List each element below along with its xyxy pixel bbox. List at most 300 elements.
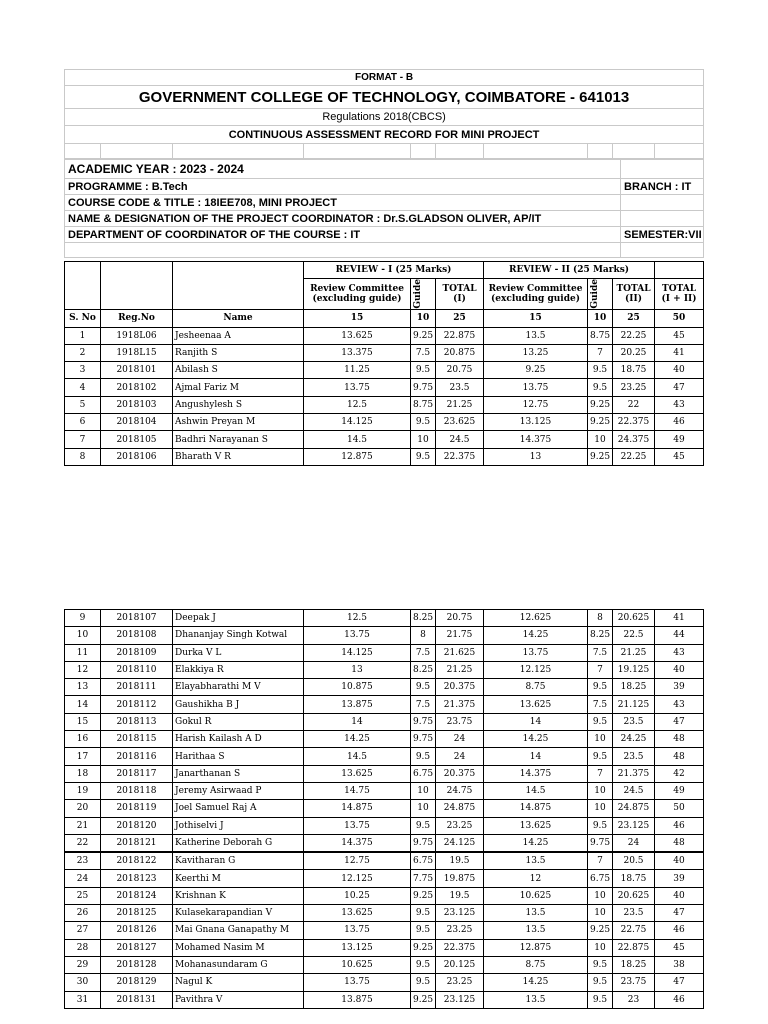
table-cell: 22.5 [613, 627, 655, 644]
table-cell: 7.5 [588, 644, 613, 661]
table-cell: 9.5 [588, 713, 613, 730]
table-cell: Joel Samuel Raj A [173, 800, 304, 817]
table-cell: 24.5 [613, 782, 655, 799]
table-cell: 44 [655, 627, 704, 644]
table-cell: 23.625 [436, 414, 484, 431]
table-cell: 10 [588, 731, 613, 748]
table-row [65, 991, 704, 1008]
table-cell: 24.375 [613, 431, 655, 448]
table-cell: Kulasekarapandian V [173, 905, 304, 922]
table-cell: 21.25 [613, 644, 655, 661]
table-cell: 24.25 [613, 731, 655, 748]
table-cell: 48 [655, 731, 704, 748]
table-cell: 4 [65, 379, 101, 396]
table-cell: 2018122 [101, 852, 173, 870]
table-cell: 13.5 [484, 327, 588, 344]
table-cell: 7.5 [411, 644, 436, 661]
table-cell: 14 [484, 713, 588, 730]
table-cell: 2018112 [101, 696, 173, 713]
table-cell: Durka V L [173, 644, 304, 661]
table-row [65, 431, 704, 448]
table-cell: 42 [655, 765, 704, 782]
table-cell: 13.125 [484, 414, 588, 431]
table-cell: 14.375 [484, 765, 588, 782]
table-cell: 10 [65, 627, 101, 644]
table-cell: 15 [65, 713, 101, 730]
table-cell: 2018104 [101, 414, 173, 431]
table-cell: 47 [655, 379, 704, 396]
table-cell: 23.5 [436, 379, 484, 396]
table-cell: 10.875 [304, 679, 411, 696]
table-cell: 23 [613, 991, 655, 1008]
table-cell: 2018127 [101, 939, 173, 956]
table-cell: 23.25 [436, 922, 484, 939]
table-cell: 19.5 [436, 852, 484, 870]
table-cell: 9.5 [411, 448, 436, 465]
table-cell: 24.5 [436, 431, 484, 448]
table-cell: 9.5 [588, 991, 613, 1008]
table-cell: 9.5 [411, 679, 436, 696]
table-cell: 47 [655, 974, 704, 991]
table-cell: 43 [655, 644, 704, 661]
table-row [65, 939, 704, 956]
table-cell: 50 [655, 800, 704, 817]
table-cell: 13.25 [484, 344, 588, 361]
table-cell: 19.875 [436, 870, 484, 887]
table-cell: 2018131 [101, 991, 173, 1008]
max-marks: 50 [655, 310, 704, 327]
table-cell: 9.75 [411, 713, 436, 730]
table-cell: 14 [304, 713, 411, 730]
table-cell: 2018107 [101, 610, 173, 627]
table-cell: 13.75 [304, 379, 411, 396]
table-cell: Krishnan K [173, 887, 304, 904]
table-cell: 9.5 [411, 748, 436, 765]
table-cell: 2018126 [101, 922, 173, 939]
table-row [65, 679, 704, 696]
table-cell: 10 [411, 431, 436, 448]
table-cell: 20.625 [613, 610, 655, 627]
table-cell: 13 [304, 661, 411, 678]
table-cell: 22.25 [613, 448, 655, 465]
table-cell: 9.5 [411, 922, 436, 939]
table-cell: 8.25 [411, 610, 436, 627]
header-block [64, 69, 703, 258]
table-cell: 9.75 [411, 379, 436, 396]
table-row [65, 362, 704, 379]
table-cell: 2018120 [101, 817, 173, 834]
table-cell: 2 [65, 344, 101, 361]
table-cell: 2018105 [101, 431, 173, 448]
programme: PROGRAMME : B.Tech [65, 179, 621, 195]
table-cell: 14.5 [304, 748, 411, 765]
table-cell: 14.25 [484, 834, 588, 852]
table-cell: 13.625 [304, 327, 411, 344]
table-cell: 9.5 [588, 748, 613, 765]
table-cell: 10 [411, 800, 436, 817]
table-cell: 2018129 [101, 974, 173, 991]
table-cell: 5 [65, 396, 101, 413]
table-row [65, 852, 704, 870]
table-row [65, 327, 704, 344]
table-cell: Abilash S [173, 362, 304, 379]
table-cell: 9.25 [411, 939, 436, 956]
table-cell: 12.75 [484, 396, 588, 413]
table-cell: 8 [65, 448, 101, 465]
name-header: Name [173, 310, 304, 327]
table-cell: Bharath V R [173, 448, 304, 465]
table-cell: 24 [436, 748, 484, 765]
table-cell: 2018118 [101, 782, 173, 799]
table-cell: 12 [65, 661, 101, 678]
table-cell: 13.625 [484, 817, 588, 834]
table-cell: 14.5 [484, 782, 588, 799]
table-cell: 19 [65, 782, 101, 799]
table-cell: 1 [65, 327, 101, 344]
table-cell: 46 [655, 991, 704, 1008]
branch: BRANCH : IT [621, 179, 704, 195]
review1-guide-header: Guide [413, 279, 423, 310]
table-cell: 7 [588, 661, 613, 678]
table-cell: 18 [65, 765, 101, 782]
table-cell: 7.5 [588, 696, 613, 713]
table-cell: Dhananjay Singh Kotwal [173, 627, 304, 644]
table-cell: 23.5 [613, 905, 655, 922]
table-cell: 20.75 [436, 610, 484, 627]
table-cell: 48 [655, 834, 704, 852]
table-cell: 7 [65, 431, 101, 448]
table-cell: 9.75 [411, 731, 436, 748]
table-cell: Jesheenaa A [173, 327, 304, 344]
table-cell: 18.25 [613, 956, 655, 973]
table-cell: 2018123 [101, 870, 173, 887]
total1-header: TOTAL (I) [436, 279, 484, 310]
table-cell: 14.125 [304, 414, 411, 431]
table-row [65, 800, 704, 817]
table-cell: 2018113 [101, 713, 173, 730]
table-cell: 39 [655, 679, 704, 696]
table-cell: 10 [588, 939, 613, 956]
table-cell: 12.125 [304, 870, 411, 887]
table-cell: 31 [65, 991, 101, 1008]
table-cell: 13.5 [484, 922, 588, 939]
table-cell: 21.25 [436, 661, 484, 678]
table-cell: 8.25 [588, 627, 613, 644]
table-cell: 14.125 [304, 644, 411, 661]
table-cell: 22.375 [436, 448, 484, 465]
table-cell: 6.75 [411, 765, 436, 782]
table-cell: 12.625 [484, 610, 588, 627]
table-cell: 9.25 [411, 991, 436, 1008]
table-cell: 23.125 [613, 817, 655, 834]
table-cell: 14 [65, 696, 101, 713]
table-cell: 9.5 [588, 362, 613, 379]
table-cell: 23.5 [613, 713, 655, 730]
table-cell: 1918L06 [101, 327, 173, 344]
table-cell: 24.125 [436, 834, 484, 852]
table-cell: 24.75 [436, 782, 484, 799]
table-cell: 29 [65, 956, 101, 973]
table-cell: 14.25 [484, 731, 588, 748]
table-cell: 11 [65, 644, 101, 661]
table-cell: 10.625 [304, 956, 411, 973]
table-cell: 21.625 [436, 644, 484, 661]
table-cell: 24 [613, 834, 655, 852]
table-cell: 47 [655, 905, 704, 922]
table-cell: 46 [655, 817, 704, 834]
table-cell: 9.5 [588, 679, 613, 696]
table-cell: 19.125 [613, 661, 655, 678]
total-all-header: TOTAL (I + II) [655, 279, 704, 310]
table-cell: 2018115 [101, 731, 173, 748]
table-cell: Janarthanan S [173, 765, 304, 782]
table-cell: 9.25 [588, 448, 613, 465]
table-cell: 6.75 [588, 870, 613, 887]
table-cell: 7.5 [411, 696, 436, 713]
table-cell: 9.5 [588, 379, 613, 396]
table-cell: 9.25 [411, 887, 436, 904]
table-cell: 20.5 [613, 852, 655, 870]
table-row [65, 731, 704, 748]
table-cell: 48 [655, 748, 704, 765]
table-cell: 2018108 [101, 627, 173, 644]
table-cell: 13.75 [304, 627, 411, 644]
table-cell: 12.5 [304, 610, 411, 627]
table-cell: Katherine Deborah G [173, 834, 304, 852]
table-cell: 23.125 [436, 905, 484, 922]
table-cell: 2018128 [101, 956, 173, 973]
review2-guide-header: Guide [590, 279, 601, 310]
table-row [65, 887, 704, 904]
table-cell: 23.75 [613, 974, 655, 991]
table-cell: 24 [65, 870, 101, 887]
table-cell: 43 [655, 396, 704, 413]
table-row [65, 782, 704, 799]
table-cell: 13.75 [484, 379, 588, 396]
table-cell: Keerthi M [173, 870, 304, 887]
table-cell: 9.5 [411, 362, 436, 379]
table-cell: 26 [65, 905, 101, 922]
table-cell: 27 [65, 922, 101, 939]
table-row [65, 956, 704, 973]
table-cell: 2018101 [101, 362, 173, 379]
table-cell: 10 [588, 782, 613, 799]
table-row [65, 379, 704, 396]
table-cell: 13.875 [304, 696, 411, 713]
table-cell: 2018124 [101, 887, 173, 904]
table-cell: 21.75 [436, 627, 484, 644]
table-cell: 13.625 [304, 765, 411, 782]
table-row [65, 817, 704, 834]
table-row [65, 627, 704, 644]
table-cell: 2018125 [101, 905, 173, 922]
table-cell: 2018110 [101, 661, 173, 678]
table-cell: 6.75 [411, 852, 436, 870]
table-cell: 9.5 [588, 974, 613, 991]
table-cell: 2018102 [101, 379, 173, 396]
department: DEPARTMENT OF COORDINATOR OF THE COURSE : IT [65, 227, 621, 243]
table-cell: 12.875 [484, 939, 588, 956]
college-name: GOVERNMENT COLLEGE OF TECHNOLOGY, COIMBATORE - 641013 [65, 86, 704, 109]
table-cell: 20.75 [436, 362, 484, 379]
table-cell: 10.625 [484, 887, 588, 904]
table-cell: Angushylesh S [173, 396, 304, 413]
table-cell: 28 [65, 939, 101, 956]
table-cell: 49 [655, 782, 704, 799]
table-cell: Deepak J [173, 610, 304, 627]
table-cell: 9.5 [588, 956, 613, 973]
table-cell: 21.375 [613, 765, 655, 782]
table-cell: 22 [65, 834, 101, 852]
table-cell: 10 [588, 905, 613, 922]
table-cell: 13.875 [304, 991, 411, 1008]
table-cell: 14.25 [484, 974, 588, 991]
table-cell: Jeremy Asirwaad P [173, 782, 304, 799]
table-cell: 9.25 [484, 362, 588, 379]
table-cell: 9.5 [411, 905, 436, 922]
table-cell: 2018111 [101, 679, 173, 696]
table-cell: 7.5 [411, 344, 436, 361]
table-cell: 22.375 [436, 939, 484, 956]
table-cell: 47 [655, 713, 704, 730]
project-coordinator: NAME & DESIGNATION OF THE PROJECT COORDINATOR : Dr.S.GLADSON OLIVER, AP/IT [65, 211, 621, 227]
table-cell: 13.625 [304, 905, 411, 922]
review2-committee-header: Review Committee (excluding guide) [484, 279, 588, 310]
table-row [65, 414, 704, 431]
table-cell: 18.25 [613, 679, 655, 696]
table-cell: Ranjith S [173, 344, 304, 361]
table-row [65, 344, 704, 361]
table-cell: 9.75 [588, 834, 613, 852]
table-row [65, 834, 704, 852]
table-cell: 1918L15 [101, 344, 173, 361]
table-cell: 14.375 [484, 431, 588, 448]
table-cell: Mai Gnana Ganapathy M [173, 922, 304, 939]
table-cell: 23.75 [436, 713, 484, 730]
table-cell: 8 [588, 610, 613, 627]
table-cell: 22.875 [613, 939, 655, 956]
table-cell: 6 [65, 414, 101, 431]
table-row [65, 610, 704, 627]
table-cell: 14 [484, 748, 588, 765]
table-cell: Harithaa S [173, 748, 304, 765]
table-cell: 12.875 [304, 448, 411, 465]
table-cell: 7 [588, 765, 613, 782]
review1-committee-header: Review Committee (excluding guide) [304, 279, 411, 310]
table-row [65, 696, 704, 713]
table-cell: 9.5 [588, 817, 613, 834]
table-cell: 43 [655, 696, 704, 713]
table-row [65, 448, 704, 465]
table-cell: 14.25 [484, 627, 588, 644]
table-cell: 8.75 [588, 327, 613, 344]
table-cell: Mohamed Nasim M [173, 939, 304, 956]
max-marks: 15 [304, 310, 411, 327]
table-cell: 2018117 [101, 765, 173, 782]
table-cell: 20.875 [436, 344, 484, 361]
academic-year: ACADEMIC YEAR : 2023 - 2024 [65, 160, 621, 179]
table-cell: 22.75 [613, 922, 655, 939]
table-cell: 9.25 [588, 414, 613, 431]
table-cell: Badhri Narayanan S [173, 431, 304, 448]
table-cell: 10 [588, 800, 613, 817]
table-cell: 13.75 [484, 644, 588, 661]
table-row [65, 870, 704, 887]
table-row [65, 644, 704, 661]
max-marks: 10 [588, 310, 613, 327]
table-cell: 2018106 [101, 448, 173, 465]
table-cell: 7 [588, 344, 613, 361]
table-cell: 9.25 [411, 327, 436, 344]
table-row [65, 713, 704, 730]
review1-header: REVIEW - I (25 Marks) [304, 262, 484, 279]
table-cell: 9.5 [411, 956, 436, 973]
table-cell: 14.5 [304, 431, 411, 448]
table-row [65, 748, 704, 765]
table-cell: 21.25 [436, 396, 484, 413]
table-cell: Jothiselvi J [173, 817, 304, 834]
table-cell: Pavithra V [173, 991, 304, 1008]
review2-header: REVIEW - II (25 Marks) [484, 262, 655, 279]
table-cell: 21.375 [436, 696, 484, 713]
table-cell: 45 [655, 939, 704, 956]
table-cell: 23.25 [613, 379, 655, 396]
table-cell: 12.5 [304, 396, 411, 413]
table-cell: 20.375 [436, 765, 484, 782]
table-cell: 23 [65, 852, 101, 870]
table-cell: 41 [655, 344, 704, 361]
table-cell: 22.875 [436, 327, 484, 344]
table-cell: 22.25 [613, 327, 655, 344]
table-cell: 2018109 [101, 644, 173, 661]
sno-header: S. No [65, 310, 101, 327]
table-cell: 12.125 [484, 661, 588, 678]
table-cell: 23.125 [436, 991, 484, 1008]
table-cell: 20.25 [613, 344, 655, 361]
header-table [64, 69, 704, 159]
table-cell: 17 [65, 748, 101, 765]
table-cell: 24.875 [613, 800, 655, 817]
table-cell: 8.75 [411, 396, 436, 413]
table-cell: 13.75 [304, 974, 411, 991]
table-row [65, 396, 704, 413]
table-cell: Ashwin Preyan M [173, 414, 304, 431]
table-cell: 13.5 [484, 852, 588, 870]
table-cell: Kavitharan G [173, 852, 304, 870]
table-cell: Harish Kailash A D [173, 731, 304, 748]
regulations: Regulations 2018(CBCS) [65, 109, 704, 126]
max-marks: 25 [436, 310, 484, 327]
course-code-title: COURSE CODE & TITLE : 18IEE708, MINI PROJECT [65, 195, 621, 211]
semester: SEMESTER:VII [621, 227, 704, 243]
table-cell: 18.75 [613, 870, 655, 887]
table-cell: 12.75 [304, 852, 411, 870]
table-cell: 22.375 [613, 414, 655, 431]
table-row [65, 661, 704, 678]
table-cell: 9.5 [411, 414, 436, 431]
table-cell: 23.5 [613, 748, 655, 765]
table-cell: 25 [65, 887, 101, 904]
table-cell: 10 [411, 782, 436, 799]
table-cell: 24.875 [436, 800, 484, 817]
marks-table-page1 [64, 261, 703, 466]
table-cell: 20.375 [436, 679, 484, 696]
table-cell: 40 [655, 661, 704, 678]
table-cell: 10.25 [304, 887, 411, 904]
max-marks: 15 [484, 310, 588, 327]
table-cell: 46 [655, 414, 704, 431]
table-cell: 23.25 [436, 974, 484, 991]
